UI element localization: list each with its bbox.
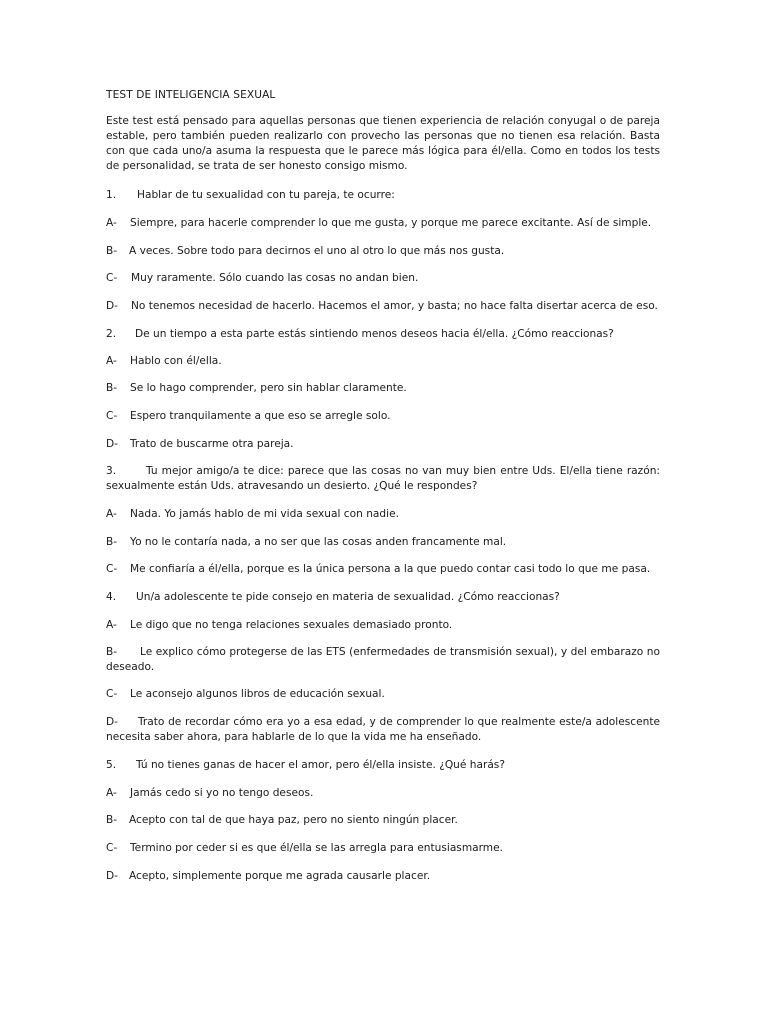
option-label: C- bbox=[106, 272, 118, 284]
document-title: TEST DE INTELIGENCIA SEXUAL bbox=[106, 89, 276, 101]
option-3a bbox=[106, 507, 399, 522]
option-label: B- bbox=[106, 245, 118, 257]
option-label: B- bbox=[106, 382, 118, 394]
intro-paragraph: Este test está pensado para aquellas personas que tienen experiencia de relación conyugal o de pareja estable, pero también pueden realizarlo con provecho las personas que no tienen esa relación. Basta con que cada uno/a asuma la respuesta que le parece más lógica para él/ella. Como en todos los tests de personalidad, se trata de ser honesto consigo mismo. bbox=[106, 115, 660, 172]
option-4a bbox=[106, 618, 452, 633]
option-label: A- bbox=[106, 508, 117, 520]
option-label: A- bbox=[106, 787, 117, 799]
option-text: Termino por ceder si es que él/ella se las arregla para entusiasmarme. bbox=[130, 842, 504, 854]
option-label: B- bbox=[106, 536, 118, 548]
option-5d bbox=[106, 869, 430, 884]
option-text: Trato de buscarme otra pareja. bbox=[130, 438, 294, 450]
option-label: C- bbox=[106, 688, 118, 700]
option-text: No tenemos necesidad de hacerlo. Hacemos el amor, y basta; no hace falta disertar acerca de eso. bbox=[131, 300, 658, 312]
option-label: A- bbox=[106, 619, 117, 631]
option-text: Trato de recordar cómo era yo a esa edad, y de comprender lo que realmente este/a adolescente necesita saber ahora, para hablarle de lo que la vida me ha enseñado. bbox=[106, 716, 660, 743]
question-number: 3. bbox=[106, 465, 117, 477]
option-label: C- bbox=[106, 410, 118, 422]
question-text: Tú no tienes ganas de hacer el amor, pero él/ella insiste. ¿Qué harás? bbox=[136, 759, 505, 771]
option-3c bbox=[106, 562, 650, 577]
option-text: Me confiaría a él/ella, porque es la única persona a la que puedo contar casi todo lo que me pasa. bbox=[130, 563, 651, 575]
option-text: Espero tranquilamente a que eso se arregle solo. bbox=[130, 410, 391, 422]
question-number: 4. bbox=[106, 591, 117, 603]
question-number: 1. bbox=[106, 189, 117, 201]
option-text: Hablo con él/ella. bbox=[130, 355, 222, 367]
option-label: A- bbox=[106, 355, 117, 367]
option-2a bbox=[106, 354, 222, 369]
option-label: C- bbox=[106, 842, 118, 854]
option-label: D- bbox=[106, 870, 118, 882]
question-number: 2. bbox=[106, 328, 117, 340]
option-text: Acepto con tal de que haya paz, pero no siento ningún placer. bbox=[129, 814, 458, 826]
option-text: Le digo que no tenga relaciones sexuales demasiado pronto. bbox=[130, 619, 453, 631]
option-label: C- bbox=[106, 563, 118, 575]
option-label: D- bbox=[106, 716, 118, 728]
option-label: B- bbox=[106, 646, 118, 658]
question-2 bbox=[106, 327, 614, 342]
option-4b bbox=[106, 645, 660, 675]
option-1a bbox=[106, 216, 651, 231]
question-4 bbox=[106, 590, 560, 605]
option-text: A veces. Sobre todo para decirnos el uno al otro lo que más nos gusta. bbox=[129, 245, 505, 257]
question-text: Un/a adolescente te pide consejo en materia de sexualidad. ¿Cómo reaccionas? bbox=[136, 591, 560, 603]
option-text: Yo no le contaría nada, a no ser que las cosas anden francamente mal. bbox=[130, 536, 507, 548]
option-text: Siempre, para hacerle comprender lo que me gusta, y porque me parece excitante. Así de simple. bbox=[130, 217, 652, 229]
option-2d bbox=[106, 437, 294, 452]
option-3b bbox=[106, 535, 506, 550]
option-label: D- bbox=[106, 300, 118, 312]
option-text: Nada. Yo jamás hablo de mi vida sexual con nadie. bbox=[130, 508, 399, 520]
option-1c bbox=[106, 271, 418, 286]
option-text: Se lo hago comprender, pero sin hablar claramente. bbox=[130, 382, 407, 394]
option-text: Jamás cedo si yo no tengo deseos. bbox=[130, 787, 314, 799]
option-5c bbox=[106, 841, 503, 856]
option-label: D- bbox=[106, 438, 118, 450]
option-2c bbox=[106, 409, 390, 424]
question-3 bbox=[106, 464, 660, 494]
question-text: De un tiempo a esta parte estás sintiendo menos deseos hacia él/ella. ¿Cómo reaccionas? bbox=[135, 328, 614, 340]
question-text: Tu mejor amigo/a te dice: parece que las cosas no van muy bien entre Uds. El/ella tiene razón: sexualmente están Uds. atravesando un desierto. ¿Qué le respondes? bbox=[106, 465, 660, 492]
option-text: Acepto, simplemente porque me agrada causarle placer. bbox=[129, 870, 431, 882]
question-5 bbox=[106, 758, 505, 773]
question-number: 5. bbox=[106, 759, 117, 771]
option-text: Muy raramente. Sólo cuando las cosas no andan bien. bbox=[131, 272, 419, 284]
option-label: B- bbox=[106, 814, 118, 826]
option-5a bbox=[106, 786, 313, 801]
option-text: Le explico cómo protegerse de las ETS (enfermedades de transmisión sexual), y del embarazo no deseado. bbox=[106, 646, 660, 673]
option-text: Le aconsejo algunos libros de educación sexual. bbox=[130, 688, 385, 700]
question-text: Hablar de tu sexualidad con tu pareja, te ocurre: bbox=[137, 189, 395, 201]
option-4d bbox=[106, 715, 660, 745]
option-4c bbox=[106, 687, 385, 702]
option-5b bbox=[106, 813, 458, 828]
question-1 bbox=[106, 188, 395, 203]
option-1d bbox=[106, 299, 658, 314]
option-2b bbox=[106, 381, 407, 396]
option-label: A- bbox=[106, 217, 117, 229]
option-1b bbox=[106, 244, 504, 259]
